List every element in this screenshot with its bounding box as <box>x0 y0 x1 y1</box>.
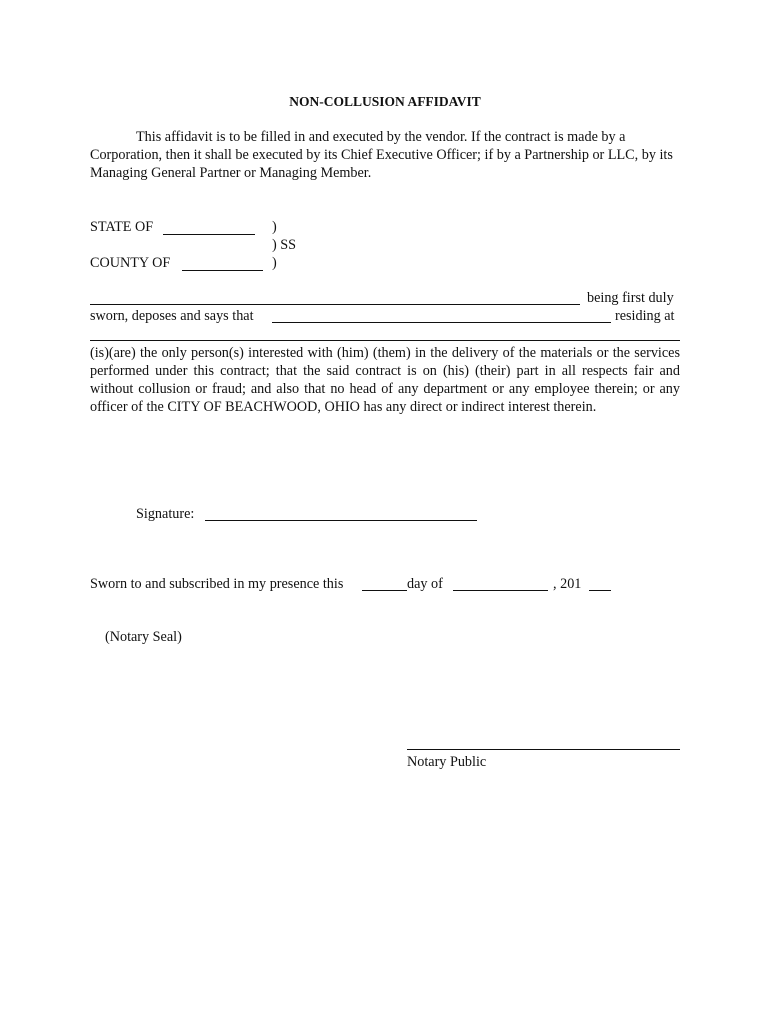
notary-signature-field[interactable] <box>407 749 680 750</box>
residence-field[interactable] <box>90 340 680 341</box>
intro-paragraph: This affidavit is to be filled in and executed by the vendor. If the contract is made by a Corporation, then it shall be executed by its Chief Executive Officer; if by a Partnership or LLC, by its Managing General Partner or Managing Member. <box>90 129 673 181</box>
signature-label: Signature: <box>136 506 195 522</box>
notary-seal-label: (Notary Seal) <box>105 629 182 645</box>
affiant-name-field[interactable] <box>90 304 580 305</box>
day-of-text: day of <box>407 576 443 592</box>
signature-field[interactable] <box>205 520 477 521</box>
venue-paren-3: ) <box>272 255 277 271</box>
state-label: STATE OF <box>90 219 154 235</box>
county-field[interactable] <box>182 270 263 271</box>
sworn-deposes-text: sworn, deposes and says that <box>90 308 254 324</box>
venue-paren-1: ) <box>272 219 277 235</box>
sworn-text: Sworn to and subscribed in my presence this <box>90 576 344 592</box>
residing-at-text: residing at <box>615 308 675 324</box>
venue-ss: ) SS <box>272 237 297 253</box>
notary-public-label: Notary Public <box>407 754 487 770</box>
body-paragraph: (is)(are) the only person(s) interested with (him) (them) in the delivery of the materials or the services performed under this contract; that the said contract is on (his) (their) part in all respects fair and without collusion or fraud; and also that no head of any department or any employee therein; or any officer of the CITY OF BEACHWOOD, OHIO has any direct or indirect interest therein. <box>90 345 680 415</box>
month-field[interactable] <box>453 590 548 591</box>
deposes-name-field[interactable] <box>272 322 611 323</box>
year-text: , 201 <box>553 576 582 592</box>
state-field[interactable] <box>163 234 255 235</box>
county-label: COUNTY OF <box>90 255 171 271</box>
day-field[interactable] <box>362 590 407 591</box>
year-field[interactable] <box>589 590 611 591</box>
document-title: NON-COLLUSION AFFIDAVIT <box>289 94 481 109</box>
being-first-duly-text: being first duly <box>587 290 674 306</box>
